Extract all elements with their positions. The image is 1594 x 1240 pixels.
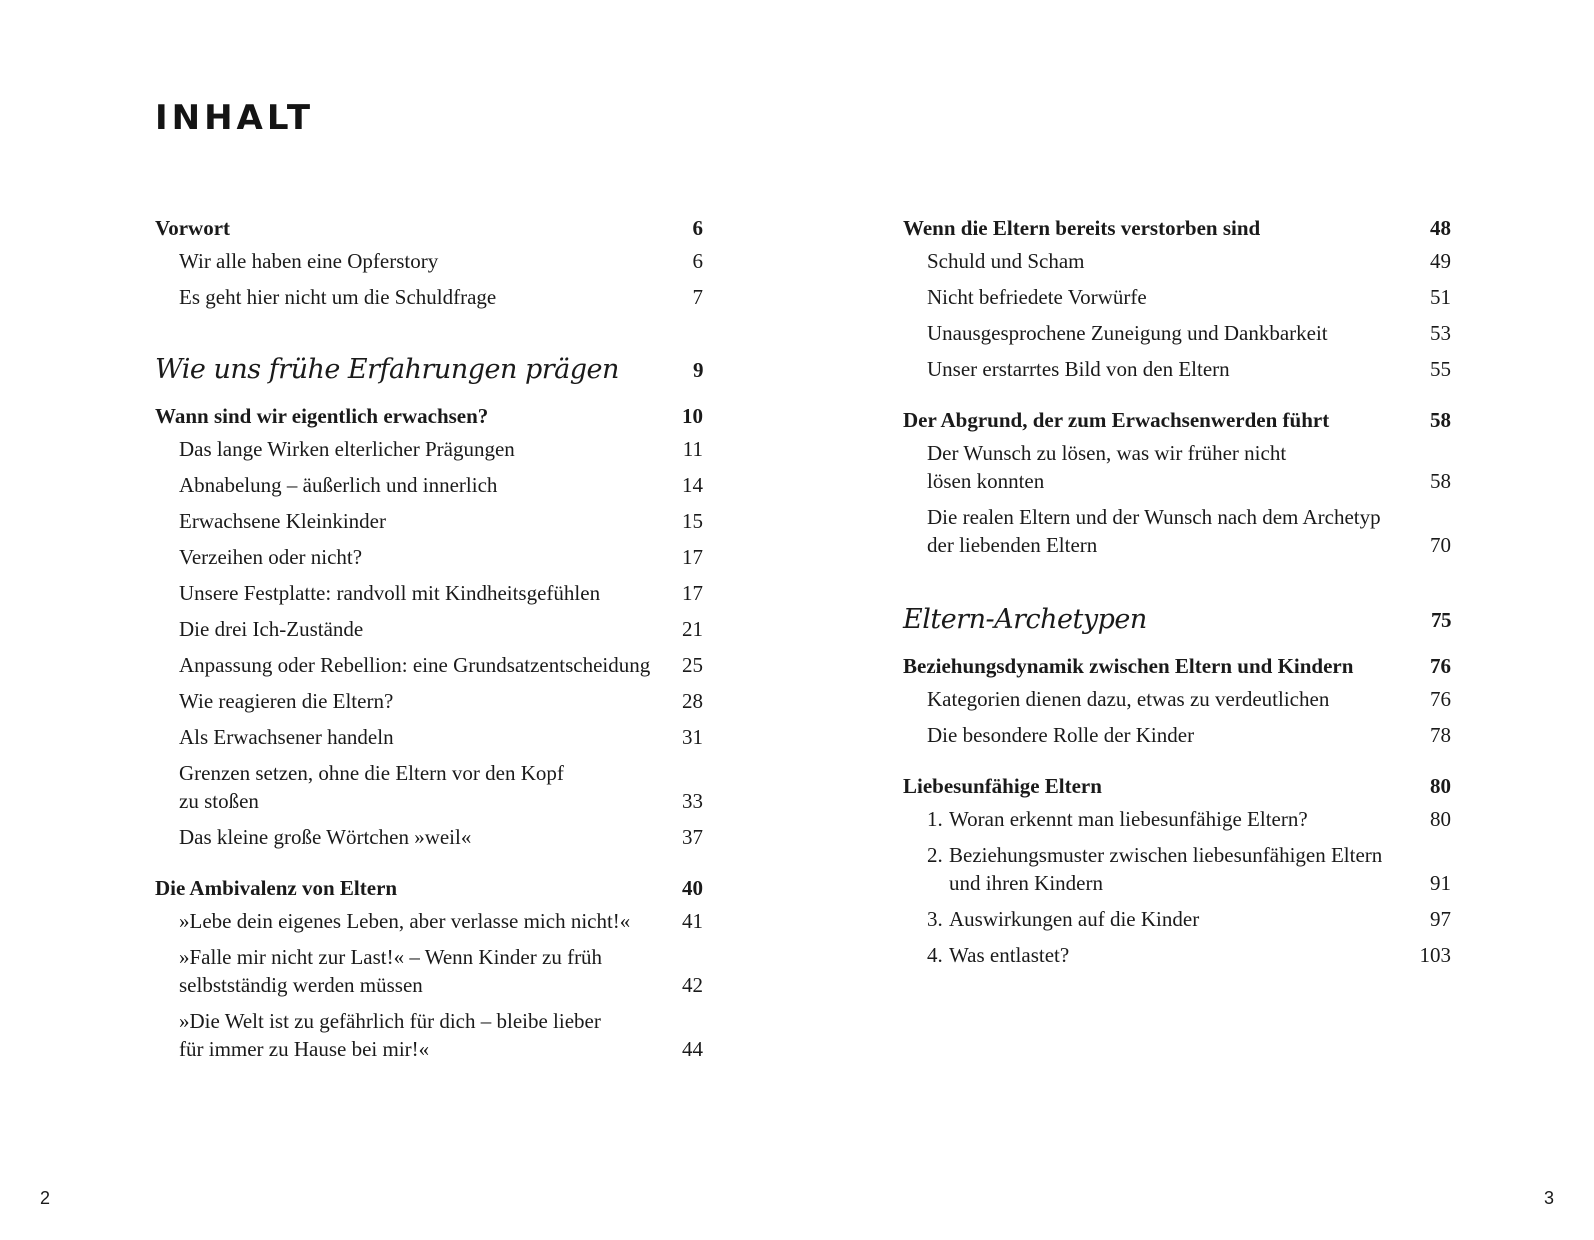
toc-label: Erwachsene Kleinkinder xyxy=(179,509,386,533)
toc-entry[interactable] xyxy=(903,905,1451,933)
toc-entry[interactable] xyxy=(155,543,703,571)
toc-label: Die Ambivalenz von Eltern xyxy=(155,876,398,900)
toc-page-number: 97 xyxy=(1430,907,1451,931)
toc-label: Liebesunfähige Eltern xyxy=(903,774,1102,798)
toc-entry[interactable] xyxy=(155,615,703,643)
toc-entry-number: 4. xyxy=(927,943,943,967)
toc-section[interactable] xyxy=(155,402,703,430)
toc-label: Beziehungsdynamik zwischen Eltern und Kindern xyxy=(903,654,1354,678)
toc-entry[interactable] xyxy=(155,471,703,499)
toc-entry-number: 3. xyxy=(927,907,943,931)
toc-page-number: 28 xyxy=(682,689,703,713)
toc-label: Anpassung oder Rebellion: eine Grundsatzentscheidung xyxy=(179,653,651,677)
toc-entry[interactable] xyxy=(903,685,1451,713)
toc-label: Nicht befriedete Vorwürfe xyxy=(927,285,1147,309)
toc-page-number: 31 xyxy=(682,725,703,749)
toc-entry[interactable] xyxy=(155,907,703,935)
toc-page-number: 10 xyxy=(682,404,703,428)
toc-entry[interactable] xyxy=(155,507,703,535)
toc-page-number: 14 xyxy=(682,473,703,497)
toc-page-number: 11 xyxy=(682,437,703,461)
toc-page-number: 37 xyxy=(682,825,703,849)
toc-entry[interactable] xyxy=(155,759,703,815)
toc-page-number: 55 xyxy=(1430,357,1451,381)
toc-section-vorwort[interactable] xyxy=(155,214,703,242)
toc-label: Beziehungsmuster zwischen liebesunfähigen Eltern und ihren Kindern xyxy=(949,843,1383,895)
toc-entry[interactable] xyxy=(903,841,1451,897)
toc-page-number: 9 xyxy=(693,358,703,382)
toc-page-number: 6 xyxy=(692,249,703,273)
toc-page-number: 58 xyxy=(1430,408,1451,432)
toc-page-number: 58 xyxy=(1430,469,1451,493)
toc-label: Wenn die Eltern bereits verstorben sind xyxy=(903,216,1261,240)
toc-page-number: 51 xyxy=(1430,285,1451,309)
toc-label: Das kleine große Wörtchen »weil« xyxy=(179,825,472,849)
toc-label: Das lange Wirken elterlicher Prägungen xyxy=(179,437,515,461)
toc-entry[interactable] xyxy=(155,723,703,751)
toc-label: »Die Welt ist zu gefährlich für dich – bleibe lieber für immer zu Hause bei mir!« xyxy=(179,1009,601,1061)
toc-label: Unsere Festplatte: randvoll mit Kindheitsgefühlen xyxy=(179,581,601,605)
toc-label: Wie uns frühe Erfahrungen prägen xyxy=(155,354,619,385)
page-number-right: 3 xyxy=(1543,1188,1554,1208)
toc-page-number: 41 xyxy=(682,909,703,933)
toc-page-number: 48 xyxy=(1430,216,1451,240)
toc-entry-number: 2. xyxy=(927,843,943,867)
toc-label: Als Erwachsener handeln xyxy=(179,725,394,749)
toc-entry[interactable] xyxy=(903,721,1451,749)
toc-page-number: 49 xyxy=(1430,249,1451,273)
toc-entry[interactable] xyxy=(155,283,703,311)
toc-label: Es geht hier nicht um die Schuldfrage xyxy=(179,285,497,309)
toc-entry[interactable] xyxy=(155,247,703,275)
toc-page-number: 25 xyxy=(682,653,703,677)
toc-page-number: 80 xyxy=(1430,807,1451,831)
toc-part-heading[interactable] xyxy=(903,603,1451,637)
toc-label: Eltern-Archetypen xyxy=(903,604,1147,635)
toc-part-heading[interactable] xyxy=(155,353,703,387)
toc-label: Unser erstarrtes Bild von den Eltern xyxy=(927,357,1230,381)
toc-page-number: 80 xyxy=(1430,774,1451,798)
toc-label: Der Wunsch zu lösen, was wir früher nicht lösen konnten xyxy=(927,441,1287,493)
toc-label: Vorwort xyxy=(155,216,231,240)
toc-page-number: 103 xyxy=(1419,943,1451,967)
toc-label: Woran erkennt man liebesunfähige Eltern? xyxy=(949,807,1308,831)
toc-page-number: 6 xyxy=(692,216,703,240)
toc-section[interactable] xyxy=(903,652,1451,680)
toc-page-number: 42 xyxy=(682,973,703,997)
toc-page-number: 17 xyxy=(682,581,703,605)
toc-page-number: 40 xyxy=(682,876,703,900)
toc-entry[interactable] xyxy=(155,1007,703,1063)
toc-page-number: 76 xyxy=(1430,654,1451,678)
toc-entry[interactable] xyxy=(903,319,1451,347)
toc-entry[interactable] xyxy=(155,943,703,999)
toc-entry[interactable] xyxy=(903,283,1451,311)
toc-page-number: 78 xyxy=(1430,723,1451,747)
toc-section[interactable] xyxy=(903,406,1451,434)
toc-column-left xyxy=(155,214,703,1063)
toc-label: »Lebe dein eigenes Leben, aber verlasse mich nicht!« xyxy=(179,909,631,933)
toc-entry[interactable] xyxy=(903,439,1451,495)
toc-label: Der Abgrund, der zum Erwachsenwerden führt xyxy=(903,408,1330,432)
toc-label: Wann sind wir eigentlich erwachsen? xyxy=(155,404,489,428)
toc-label: Wie reagieren die Eltern? xyxy=(179,689,394,713)
toc-entry[interactable] xyxy=(903,503,1451,559)
toc-label: Abnabelung – äußerlich und innerlich xyxy=(179,473,498,497)
toc-page-number: 70 xyxy=(1430,533,1451,557)
page-number-left: 2 xyxy=(40,1188,51,1208)
toc-page-number: 33 xyxy=(682,789,703,813)
toc-page-number: 91 xyxy=(1430,871,1451,895)
toc-entry[interactable] xyxy=(155,579,703,607)
toc-page-number: 44 xyxy=(682,1037,703,1061)
toc-entry[interactable] xyxy=(155,651,703,679)
toc-label: »Falle mir nicht zur Last!« – Wenn Kinder zu früh selbstständig werden müssen xyxy=(179,945,603,997)
toc-page-number: 17 xyxy=(682,545,703,569)
toc-section[interactable] xyxy=(903,214,1451,242)
toc-entry-number: 1. xyxy=(927,807,943,831)
toc-entry[interactable] xyxy=(155,435,703,463)
toc-page-number: 53 xyxy=(1430,321,1451,345)
toc-label: Die drei Ich-Zustände xyxy=(179,617,364,641)
toc-entry[interactable] xyxy=(155,823,703,851)
page-title: INHALT xyxy=(155,98,315,138)
toc-page-number: 15 xyxy=(682,509,703,533)
toc-entry[interactable] xyxy=(155,687,703,715)
toc-entry[interactable] xyxy=(903,941,1451,969)
toc-entry[interactable] xyxy=(903,355,1451,383)
toc-page-number: 7 xyxy=(692,285,703,309)
toc-label: Grenzen setzen, ohne die Eltern vor den Kopf zu stoßen xyxy=(179,761,564,813)
toc-label: Kategorien dienen dazu, etwas zu verdeutlichen xyxy=(927,687,1330,711)
toc-label: Die besondere Rolle der Kinder xyxy=(927,723,1195,747)
toc-page-number: 21 xyxy=(682,617,703,641)
toc-page-number: 76 xyxy=(1430,687,1451,711)
toc-label: Wir alle haben eine Opferstory xyxy=(179,249,439,273)
toc-entry[interactable] xyxy=(903,805,1451,833)
toc-section[interactable] xyxy=(903,772,1451,800)
toc-label: Die realen Eltern und der Wunsch nach dem Archetyp der liebenden Eltern xyxy=(927,505,1381,557)
toc-label: Was entlastet? xyxy=(949,943,1070,967)
toc-section[interactable] xyxy=(155,874,703,902)
toc-label: Unausgesprochene Zuneigung und Dankbarkeit xyxy=(927,321,1328,345)
toc-label: Auswirkungen auf die Kinder xyxy=(949,907,1200,931)
toc-page-number: 75 xyxy=(1431,608,1451,632)
toc-label: Verzeihen oder nicht? xyxy=(179,545,363,569)
toc-entry[interactable] xyxy=(903,247,1451,275)
toc-column-right xyxy=(903,214,1451,969)
toc-label: Schuld und Scham xyxy=(927,249,1085,273)
